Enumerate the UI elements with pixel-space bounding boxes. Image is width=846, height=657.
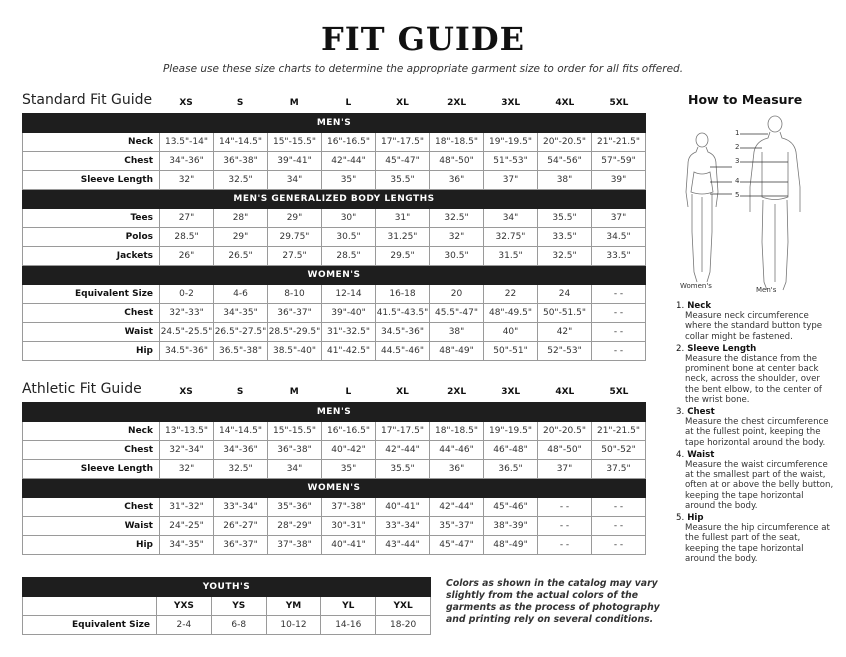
table-cell: - - xyxy=(538,498,592,517)
table-cell: 32" xyxy=(430,228,484,247)
table-cell: 42"-44" xyxy=(430,498,484,517)
measure-item xyxy=(676,450,836,511)
table-cell: 0-2 xyxy=(160,285,214,304)
table-cell: 28.5" xyxy=(322,247,376,266)
table-cell: 37" xyxy=(592,209,646,228)
size-header: YL xyxy=(321,597,376,616)
table-cell: 31"-32.5" xyxy=(322,323,376,342)
table-cell: 46"-48" xyxy=(484,441,538,460)
table-cell: 52"-53" xyxy=(538,342,592,361)
table-cell: 34.5"-36" xyxy=(160,342,214,361)
size-header: 4XL xyxy=(555,387,575,397)
table-cell: 18"-18.5" xyxy=(430,133,484,152)
table-cell: 21"-21.5" xyxy=(592,133,646,152)
table-cell: 36"-37" xyxy=(214,536,268,555)
measure-item-title: Chest xyxy=(687,407,715,418)
table-row xyxy=(23,152,646,171)
table-cell: 37"-38" xyxy=(268,536,322,555)
size-header: 3XL xyxy=(501,98,521,108)
size-header: YS xyxy=(211,597,266,616)
table-cell: 45"-47" xyxy=(430,536,484,555)
table-cell: 20"-20.5" xyxy=(538,133,592,152)
size-header: XL xyxy=(396,98,409,108)
table-cell: 40"-41" xyxy=(376,498,430,517)
table-cell: 16"-16.5" xyxy=(322,133,376,152)
marker-2: 2 xyxy=(735,143,740,151)
table-cell: 48"-49" xyxy=(484,536,538,555)
table-row xyxy=(23,171,646,190)
table-cell: 2-4 xyxy=(157,616,212,635)
table-cell: 30.5" xyxy=(430,247,484,266)
size-header: 2XL xyxy=(447,98,467,108)
row-label: Chest xyxy=(23,152,160,171)
table-cell: 14-16 xyxy=(321,616,376,635)
table-cell: 37" xyxy=(484,171,538,190)
table-cell: - - xyxy=(592,323,646,342)
size-header: 5XL xyxy=(609,98,629,108)
table-cell: 29.75" xyxy=(268,228,322,247)
table-cell: 36.5"-38" xyxy=(214,342,268,361)
size-header: M xyxy=(289,387,299,397)
standard-fit-title: Standard Fit Guide xyxy=(22,92,153,108)
table-cell: 36"-38" xyxy=(214,152,268,171)
table-cell: 18-20 xyxy=(376,616,431,635)
measure-item-title: Hip xyxy=(687,513,704,524)
size-header: 3XL xyxy=(501,387,521,397)
measure-item-text: Measure neck circumference where the standard button type collar might be fastened. xyxy=(685,311,823,342)
table-cell: 31.5" xyxy=(484,247,538,266)
table-cell: 44"-46" xyxy=(430,441,484,460)
body-measurement-figure xyxy=(680,112,820,294)
row-label: Equivalent Size xyxy=(23,285,160,304)
table-row xyxy=(23,536,646,555)
table-cell: - - xyxy=(592,498,646,517)
table-cell: - - xyxy=(592,342,646,361)
table-cell: 50"-52" xyxy=(592,441,646,460)
measure-item-heading xyxy=(676,301,836,311)
table-cell: 50"-51.5" xyxy=(538,304,592,323)
measure-item-number: 4. xyxy=(676,449,685,460)
table-cell: 35.5" xyxy=(376,460,430,479)
table-cell: 26"-27" xyxy=(214,517,268,536)
measure-item xyxy=(676,344,836,405)
row-label: Neck xyxy=(23,133,160,152)
table-row xyxy=(23,517,646,536)
table-cell: 26" xyxy=(160,247,214,266)
table-cell: 35" xyxy=(322,171,376,190)
measure-item-number: 1. xyxy=(676,301,685,311)
table-cell: 15"-15.5" xyxy=(268,133,322,152)
table-cell: 45"-47" xyxy=(376,152,430,171)
table-cell: 32.5" xyxy=(430,209,484,228)
table-cell: 16-18 xyxy=(376,285,430,304)
page-title: FIT GUIDE xyxy=(321,20,525,58)
size-header: L xyxy=(345,98,352,108)
row-label: Chest xyxy=(23,304,160,323)
size-header: S xyxy=(236,387,244,397)
table-cell: 31"-32" xyxy=(160,498,214,517)
table-cell: 32" xyxy=(160,171,214,190)
table-cell: 16"-16.5" xyxy=(322,422,376,441)
table-cell: 34"-35" xyxy=(160,536,214,555)
row-label: Waist xyxy=(23,517,160,536)
measure-item xyxy=(676,407,836,448)
table-cell: 28.5" xyxy=(160,228,214,247)
table-cell: 24 xyxy=(538,285,592,304)
table-cell: 40" xyxy=(484,323,538,342)
table-row xyxy=(23,228,646,247)
table-cell: 37"-38" xyxy=(322,498,376,517)
mens-figure-label: Men's xyxy=(756,286,777,294)
table-cell: 27.5" xyxy=(268,247,322,266)
measure-item-text: Measure the chest circumference at the fullest point, keeping the tape horizontal around the body. xyxy=(685,417,829,448)
measure-item-title: Neck xyxy=(687,301,712,311)
body-silhouette-icon xyxy=(680,112,820,294)
table-cell: 20"-20.5" xyxy=(538,422,592,441)
measure-item-heading xyxy=(676,513,836,523)
table-row xyxy=(23,209,646,228)
table-cell: 19"-19.5" xyxy=(484,133,538,152)
table-cell: 41"-42.5" xyxy=(322,342,376,361)
standard-fit-table xyxy=(22,113,646,361)
table-cell: 30" xyxy=(322,209,376,228)
table-cell: 36" xyxy=(430,171,484,190)
row-label: Hip xyxy=(23,342,160,361)
measure-item-number: 5. xyxy=(676,513,685,524)
size-header: S xyxy=(236,98,244,108)
athletic-size-headers xyxy=(159,385,646,399)
youth-fit-table xyxy=(22,577,431,635)
table-cell: 4-6 xyxy=(214,285,268,304)
table-cell: 37.5" xyxy=(592,460,646,479)
measure-item-number: 2. xyxy=(676,343,685,354)
table-cell: 34.5"-36" xyxy=(376,323,430,342)
row-label: Chest xyxy=(23,441,160,460)
table-cell: 28.5"-29.5" xyxy=(268,323,322,342)
measure-instructions xyxy=(676,301,836,566)
table-cell: 22 xyxy=(484,285,538,304)
table-cell: 45"-46" xyxy=(484,498,538,517)
table-cell: 39"-40" xyxy=(322,304,376,323)
table-cell: 29.5" xyxy=(376,247,430,266)
table-cell: 34"-35" xyxy=(214,304,268,323)
table-cell: 20 xyxy=(430,285,484,304)
row-label: Sleeve Length xyxy=(23,171,160,190)
table-cell: 19"-19.5" xyxy=(484,422,538,441)
table-cell: 42"-44" xyxy=(376,441,430,460)
table-cell: - - xyxy=(538,536,592,555)
table-cell: 31" xyxy=(376,209,430,228)
table-cell: 48"-50" xyxy=(538,441,592,460)
table-cell: 33.5" xyxy=(538,228,592,247)
row-label: Waist xyxy=(23,323,160,342)
blank-cell xyxy=(23,597,157,616)
table-cell: 10-12 xyxy=(266,616,321,635)
table-cell: - - xyxy=(592,304,646,323)
table-cell: 21"-21.5" xyxy=(592,422,646,441)
table-cell: 36"-37" xyxy=(268,304,322,323)
table-cell: 29" xyxy=(214,228,268,247)
table-cell: 34"-36" xyxy=(160,152,214,171)
table-row xyxy=(23,304,646,323)
table-cell: 38"-39" xyxy=(484,517,538,536)
table-cell: 51"-53" xyxy=(484,152,538,171)
table-cell: 37" xyxy=(538,460,592,479)
marker-5: 5 xyxy=(735,191,740,199)
table-row xyxy=(23,342,646,361)
size-header: L xyxy=(345,387,352,397)
row-label: Neck xyxy=(23,422,160,441)
table-row xyxy=(23,441,646,460)
table-cell: 29" xyxy=(268,209,322,228)
table-cell: 17"-17.5" xyxy=(376,133,430,152)
table-cell: 48"-49.5" xyxy=(484,304,538,323)
table-cell: 13"-13.5" xyxy=(160,422,214,441)
table-cell: 35.5" xyxy=(376,171,430,190)
size-header: 4XL xyxy=(555,98,575,108)
table-cell: 35"-37" xyxy=(430,517,484,536)
table-row xyxy=(23,285,646,304)
measure-item-title: Waist xyxy=(687,449,715,460)
table-cell: 34" xyxy=(484,209,538,228)
marker-3: 3 xyxy=(735,157,740,165)
table-cell: 43"-44" xyxy=(376,536,430,555)
table-cell: 38" xyxy=(430,323,484,342)
table-cell: 27" xyxy=(160,209,214,228)
section-band: WOMEN'S xyxy=(23,266,646,285)
page-subtitle: Please use these size charts to determine the appropriate garment size to order for all fits offered. xyxy=(162,63,684,75)
table-cell: 13.5"-14" xyxy=(160,133,214,152)
row-label: Equivalent Size xyxy=(23,616,157,635)
size-header: 2XL xyxy=(447,387,467,397)
table-cell: 42"-44" xyxy=(322,152,376,171)
table-cell: 31.25" xyxy=(376,228,430,247)
table-cell: 32.5" xyxy=(538,247,592,266)
table-cell: 36" xyxy=(430,460,484,479)
table-cell: 14"-14.5" xyxy=(214,133,268,152)
table-cell: - - xyxy=(592,285,646,304)
table-row xyxy=(23,460,646,479)
table-cell: 36.5" xyxy=(484,460,538,479)
section-band: MEN'S xyxy=(23,403,646,422)
measure-item-text: Measure the waist circumference at the smallest part of the waist, often at or above the belly button, keeping the tape horizontal around the body. xyxy=(685,460,834,511)
table-cell: 34" xyxy=(268,460,322,479)
color-disclaimer: Colors as shown in the catalog may vary slightly from the actual colors of the garments as the process of photography and printing rely on several conditions. xyxy=(446,578,660,625)
measure-item-text: Measure the hip circumference at the fullest part of the seat, keeping the tape horizontal around the body. xyxy=(685,523,830,564)
table-cell: 34"-36" xyxy=(214,441,268,460)
table-cell: 38" xyxy=(538,171,592,190)
size-header: M xyxy=(289,98,299,108)
table-cell: 8-10 xyxy=(268,285,322,304)
row-label: Tees xyxy=(23,209,160,228)
table-cell: 30.5" xyxy=(322,228,376,247)
womens-figure-label: Women's xyxy=(680,282,712,290)
table-cell: 38.5"-40" xyxy=(268,342,322,361)
section-band: MEN'S GENERALIZED BODY LENGTHS xyxy=(23,190,646,209)
size-header: XS xyxy=(179,98,193,108)
table-cell: 12-14 xyxy=(322,285,376,304)
table-cell: 45.5"-47" xyxy=(430,304,484,323)
table-cell: 39"-41" xyxy=(268,152,322,171)
table-cell: 32"-34" xyxy=(160,441,214,460)
section-band: YOUTH'S xyxy=(23,578,431,597)
table-row xyxy=(23,133,646,152)
row-label: Hip xyxy=(23,536,160,555)
table-cell: 34" xyxy=(268,171,322,190)
marker-4: 4 xyxy=(735,177,740,185)
table-cell: 17"-17.5" xyxy=(376,422,430,441)
size-header: YXS xyxy=(157,597,212,616)
row-label: Sleeve Length xyxy=(23,460,160,479)
table-cell: 18"-18.5" xyxy=(430,422,484,441)
table-cell: 42" xyxy=(538,323,592,342)
table-cell: 57"-59" xyxy=(592,152,646,171)
table-cell: 35" xyxy=(322,460,376,479)
measure-item-heading xyxy=(676,407,836,417)
table-cell: 28"-29" xyxy=(268,517,322,536)
table-cell: 44.5"-46" xyxy=(376,342,430,361)
row-label: Jackets xyxy=(23,247,160,266)
table-cell: 32.5" xyxy=(214,171,268,190)
table-cell: 15"-15.5" xyxy=(268,422,322,441)
table-cell: 41.5"-43.5" xyxy=(376,304,430,323)
table-cell: 40"-42" xyxy=(322,441,376,460)
size-header: XS xyxy=(179,387,193,397)
measure-item-title: Sleeve Length xyxy=(687,343,757,354)
table-cell: 35"-36" xyxy=(268,498,322,517)
table-cell: - - xyxy=(592,536,646,555)
table-cell: 48"-49" xyxy=(430,342,484,361)
table-cell: 24"-25" xyxy=(160,517,214,536)
row-label: Polos xyxy=(23,228,160,247)
measure-item xyxy=(676,513,836,564)
table-cell: 48"-50" xyxy=(430,152,484,171)
row-label: Chest xyxy=(23,498,160,517)
measure-item-number: 3. xyxy=(676,407,685,418)
table-cell: - - xyxy=(592,517,646,536)
table-cell: 32"-33" xyxy=(160,304,214,323)
size-header: YM xyxy=(266,597,321,616)
table-row xyxy=(23,323,646,342)
athletic-fit-table xyxy=(22,402,646,555)
table-cell: 35.5" xyxy=(538,209,592,228)
table-cell: 32" xyxy=(160,460,214,479)
table-cell: 26.5" xyxy=(214,247,268,266)
section-band: MEN'S xyxy=(23,114,646,133)
table-cell: 50"-51" xyxy=(484,342,538,361)
table-cell: 14"-14.5" xyxy=(214,422,268,441)
table-cell: 33.5" xyxy=(592,247,646,266)
measure-item-heading xyxy=(676,450,836,460)
table-cell: 33"-34" xyxy=(376,517,430,536)
table-cell: 39" xyxy=(592,171,646,190)
measure-item-heading xyxy=(676,344,836,354)
table-row xyxy=(23,422,646,441)
table-cell: 32.5" xyxy=(214,460,268,479)
table-cell: 6-8 xyxy=(211,616,266,635)
size-header: YXL xyxy=(376,597,431,616)
table-cell: 28" xyxy=(214,209,268,228)
table-cell: 30"-31" xyxy=(322,517,376,536)
size-header: XL xyxy=(396,387,409,397)
marker-1: 1 xyxy=(735,129,740,137)
measure-item xyxy=(676,301,836,342)
table-cell: 36"-38" xyxy=(268,441,322,460)
size-header: 5XL xyxy=(609,387,629,397)
measure-item-text: Measure the distance from the prominent bone at center back neck, across the shoulder, over the bent elbow, to the center of the wrist bone. xyxy=(685,354,822,405)
table-cell: 26.5"-27.5" xyxy=(214,323,268,342)
athletic-fit-title: Athletic Fit Guide xyxy=(22,381,142,397)
table-cell: 34.5" xyxy=(592,228,646,247)
table-row xyxy=(23,498,646,517)
table-cell: 33"-34" xyxy=(214,498,268,517)
table-row xyxy=(23,247,646,266)
table-row xyxy=(23,616,431,635)
table-cell: 54"-56" xyxy=(538,152,592,171)
table-cell: 24.5"-25.5" xyxy=(160,323,214,342)
table-cell: - - xyxy=(538,517,592,536)
how-to-measure-title: How to Measure xyxy=(688,92,803,107)
standard-size-headers xyxy=(159,96,646,110)
section-band: WOMEN'S xyxy=(23,479,646,498)
table-cell: 40"-41" xyxy=(322,536,376,555)
table-cell: 32.75" xyxy=(484,228,538,247)
